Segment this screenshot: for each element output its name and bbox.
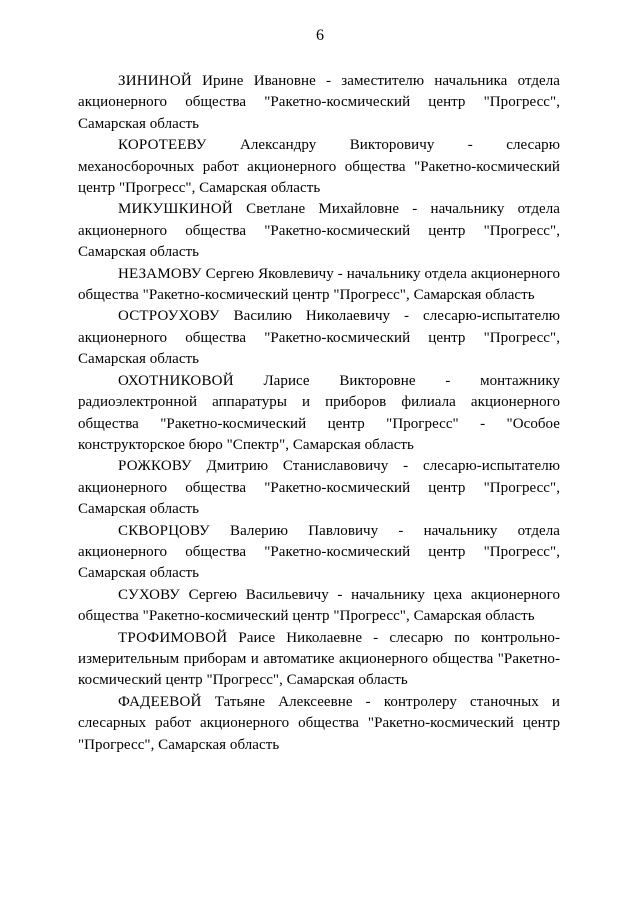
entry-text: Раисе Николаевне - слесарю по контрольно-измерительным приборам и автоматике акционерного общества "Ракетно-космический центр "Прогресс", Самарская область bbox=[78, 629, 560, 689]
list-item bbox=[78, 628, 560, 692]
entry-text: Дмитрию Станиславовичу - слесарю-испытателю акционерного общества "Ракетно-космический центр "Прогресс", Самарская область bbox=[78, 458, 560, 518]
entry-surname: РОЖКОВУ bbox=[118, 458, 192, 475]
entry-surname: ФАДЕЕВОЙ bbox=[118, 693, 202, 710]
entry-text: Валерию Павловичу - начальнику отдела акционерного общества "Ракетно-космический центр "Прогресс", Самарская область bbox=[78, 522, 560, 582]
entry-surname: ТРОФИМОВОЙ bbox=[118, 629, 228, 646]
list-item bbox=[78, 264, 560, 307]
list-item bbox=[78, 456, 560, 520]
list-item bbox=[78, 71, 560, 135]
entry-surname: СКВОРЦОВУ bbox=[118, 522, 210, 539]
entry-surname: ЗИНИНОЙ bbox=[118, 73, 192, 89]
entry-text: Василию Николаевичу - слесарю-испытателю акционерного общества "Ракетно-космический центр "Прогресс", Самарская область bbox=[78, 308, 560, 368]
entry-surname: СУХОВУ bbox=[118, 586, 180, 603]
entry-text: Ларисе Викторовне - монтажнику радиоэлектронной аппаратуры и приборов филиала акционерного общества "Ракетно-космический центр "Прогресс" - "Особое конструкторское бюро "Спектр", Самарская область bbox=[78, 372, 560, 453]
list-item bbox=[78, 371, 560, 457]
entry-text: Татьяне Алексеевне - контролеру станочных и слесарных работ акционерного общества "Ракетно-космический центр "Прогресс", Самарская область bbox=[78, 693, 560, 753]
entry-surname: ОСТРОУХОВУ bbox=[118, 308, 220, 325]
list-item bbox=[78, 585, 560, 628]
list-item bbox=[78, 199, 560, 263]
list-item bbox=[78, 135, 560, 199]
entry-surname: КОРОТЕЕВУ bbox=[118, 137, 207, 154]
list-item bbox=[78, 306, 560, 370]
list-item bbox=[78, 521, 560, 585]
entry-surname: МИКУШКИНОЙ bbox=[118, 201, 233, 218]
entry-text: Сергею Васильевичу - начальнику цеха акционерного общества "Ракетно-космический центр "Прогресс", Самарская область bbox=[78, 586, 560, 625]
entry-text: Сергею Яковлевичу - начальнику отдела акционерного общества "Ракетно-космический центр "Прогресс", Самарская область bbox=[78, 265, 560, 304]
list-item bbox=[78, 692, 560, 756]
entry-text: Александру Викторовичу - слесарю механосборочных работ акционерного общества "Ракетно-космический центр "Прогресс", Самарская область bbox=[78, 137, 560, 197]
entry-text: Светлане Михайловне - начальнику отдела акционерного общества "Ракетно-космический центр "Прогресс", Самарская область bbox=[78, 201, 560, 261]
page-number: 6 bbox=[316, 27, 324, 44]
entry-surname: ОХОТНИКОВОЙ bbox=[118, 372, 234, 389]
entry-text: Ирине Ивановне - заместителю начальника отдела акционерного общества "Ракетно-космический центр "Прогресс", Самарская область bbox=[78, 73, 560, 132]
entry-surname: НЕЗАМОВУ bbox=[118, 265, 202, 282]
award-list bbox=[78, 71, 560, 756]
